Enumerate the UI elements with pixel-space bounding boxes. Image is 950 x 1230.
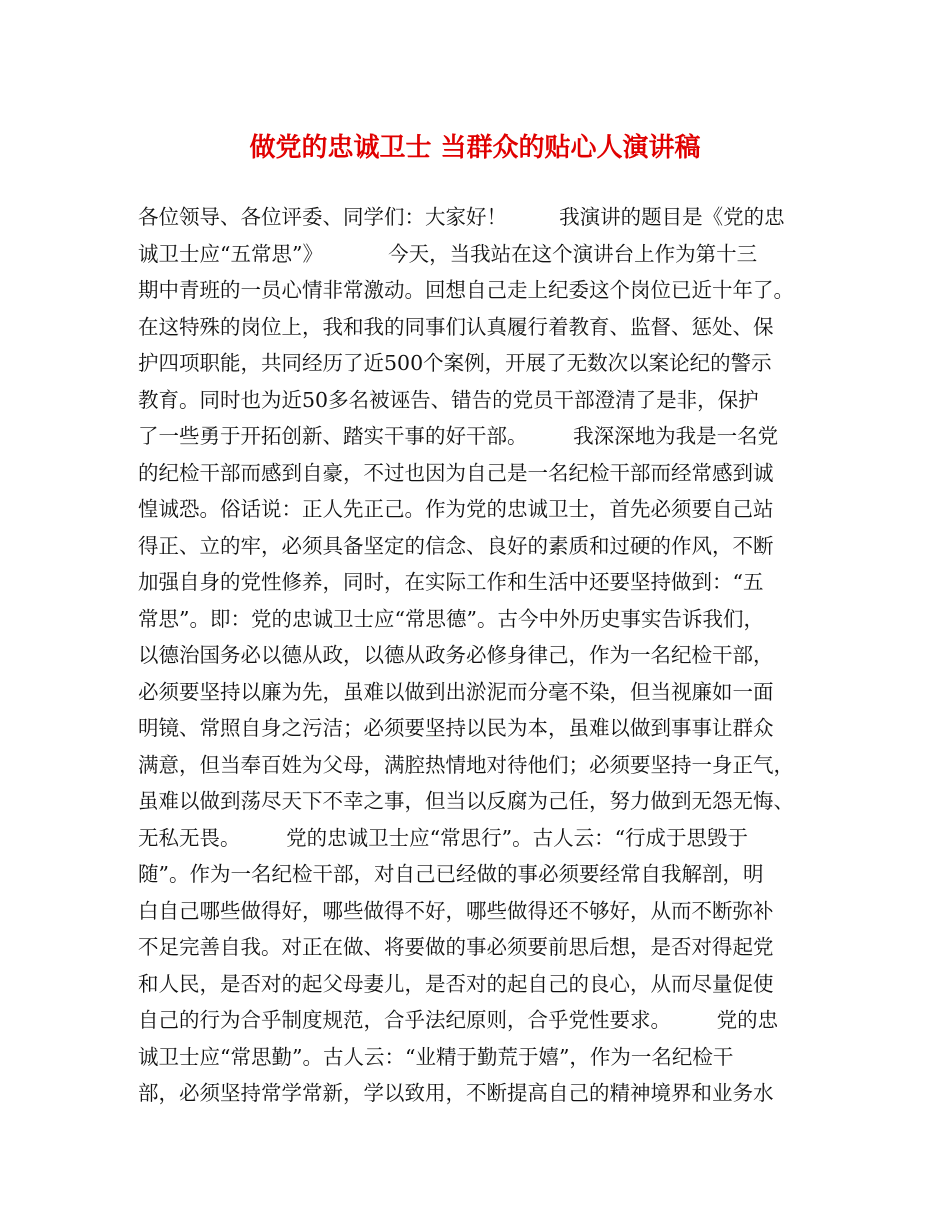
body-line: 白自己哪些做得好，哪些做得不好，哪些做得还不够好，从而不断弥补: [138, 898, 774, 923]
body-line: 各位领导、各位评委、同学们：大家好！ 我演讲的题目是《党的忠: [138, 205, 785, 229]
body-line: 明镜、常照自身之污洁；必须要坚持以民为本，虽难以做到事事让群众: [138, 716, 774, 740]
body-line: 的纪检干部而感到自豪，不过也因为自己是一名纪检干部而经常感到诚: [138, 460, 774, 485]
body-line: 和人民，是否对的起父母妻儿，是否对的起自己的良心，从而尽量促使: [138, 971, 774, 996]
body-line: 诚卫士应“五常思”》 今天，当我站在这个演讲台上作为第十三: [138, 241, 758, 266]
body-line: 不足完善自我。对正在做、将要做的事必须要前思后想，是否对得起党: [138, 935, 774, 959]
body-line: 护四项职能，共同经历了近500个案例，开展了无数次以案论纪的警示: [138, 351, 772, 375]
body-line: 满意，但当奉百姓为父母，满腔热情地对待他们；必须要坚持一身正气，: [138, 752, 794, 777]
document-title: 做党的忠诚卫士 当群众的贴心人演讲稿: [249, 133, 701, 163]
body-line: 常思”。即：党的忠诚卫士应“常思德”。古今中外历史事实告诉我们，: [138, 606, 764, 631]
body-line: 教育。同时也为近50多名被诬告、错告的党员干部澄清了是非，保护: [138, 387, 759, 412]
body-line: 部，必须坚持常学常新，学以致用，不断提高自己的精神境界和业务水: [138, 1081, 774, 1105]
body-line: 了一些勇于开拓创新、踏实干事的好干部。 我深深地为我是一名党: [138, 424, 779, 448]
body-line: 加强自身的党性修养，同时，在实际工作和生活中还要坚持做到：“五: [138, 570, 764, 594]
document-body: [138, 199, 828, 1112]
body-line: 诚卫士应“常思勤”。古人云：“业精于勤荒于嬉”，作为一名纪检干: [138, 1044, 734, 1069]
body-line: 惶诚恐。俗话说：正人先正己。作为党的忠诚卫士，首先必须要自己站: [138, 497, 774, 521]
body-line: 随”。作为一名纪检干部，对自己已经做的事必须要经常自我解剖，明: [138, 862, 764, 886]
body-line: 必须要坚持以廉为先，虽难以做到出淤泥而分毫不染，但当视廉如一面: [138, 679, 774, 704]
body-line: 以德治国务必以德从政，以德从政务必修身律己，作为一名纪检干部，: [138, 643, 774, 667]
body-line: 自己的行为合乎制度规范，合乎法纪原则，合乎党性要求。 党的忠: [138, 1008, 779, 1032]
body-line: 期中青班的一员心情非常激动。回想自己走上纪委这个岗位已近十年了。: [138, 278, 794, 302]
body-line: 虽难以做到荡尽天下不幸之事，但当以反腐为己任，努力做到无怨无悔、: [138, 789, 794, 813]
body-line: 得正、立的牢，必须具备坚定的信念、良好的素质和过硬的作风，不断: [138, 533, 774, 558]
body-line: 在这特殊的岗位上，我和我的同事们认真履行着教育、监督、惩处、保: [138, 314, 774, 339]
body-line: 无私无畏。 党的忠诚卫士应“常思行”。古人云：“行成于思毁于: [138, 825, 749, 850]
